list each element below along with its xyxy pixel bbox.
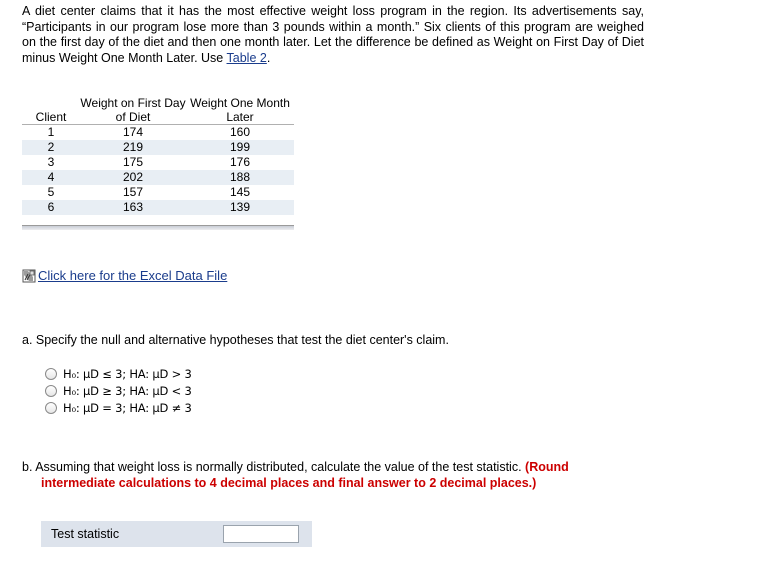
weight-first-day-cell: 202: [80, 170, 186, 185]
table-row: [22, 140, 294, 155]
hypothesis-option-3-label: H₀: μD = 3; HA: μD ≠ 3: [63, 400, 192, 415]
radio-button-3[interactable]: [45, 402, 57, 414]
question-b-text: b. Assuming that weight loss is normally distributed, calculate the value of the test statistic.: [22, 460, 522, 474]
rounding-note-rest: intermediate calculations to 4 decimal places and final answer to 2 decimal places.): [41, 475, 537, 490]
radio-button-1[interactable]: [45, 368, 57, 380]
table-header-row: [22, 95, 294, 125]
hypothesis-option-1-label: H₀: μD ≤ 3; HA: μD > 3: [63, 366, 192, 381]
header-client: Client: [35, 110, 67, 124]
weight-month-later-cell: 139: [186, 200, 294, 215]
weight-table-container: [22, 95, 294, 230]
client-cell: 4: [22, 170, 80, 185]
weight-first-day-cell: 157: [80, 185, 186, 200]
hypothesis-options: [45, 365, 192, 416]
weight-month-later-cell: 176: [186, 155, 294, 170]
question-b-prompt: [22, 460, 662, 491]
weight-month-later-cell: 199: [186, 140, 294, 155]
hypothesis-option-2-label: H₀: μD ≥ 3; HA: μD < 3: [63, 383, 192, 398]
client-cell: 5: [22, 185, 80, 200]
header-weight-month-later: Weight One Month Later: [190, 96, 290, 124]
test-statistic-row: [41, 521, 312, 547]
weight-month-later-cell: 188: [186, 170, 294, 185]
client-cell: 1: [22, 125, 80, 141]
hypothesis-option-1[interactable]: [45, 365, 192, 382]
weight-first-day-cell: 163: [80, 200, 186, 215]
table-row: [22, 125, 294, 141]
problem-statement: [22, 4, 644, 66]
excel-link-label[interactable]: Click here for the Excel Data File: [38, 268, 228, 283]
problem-text: A diet center claims that it has the most effective weight loss program in the region. Its advertisements say, “Participants in our program lose more than 3 pounds within a month.” Six clients of this program are weighed on the first day of the diet and then one month later. Let the difference be defined as Weight on First Day of Diet minus Weight One Month Later. Use: [22, 4, 644, 65]
table-row: [22, 155, 294, 170]
table-2-link[interactable]: Table 2: [226, 50, 267, 65]
header-weight-first-day: Weight on First Day of Diet: [80, 96, 186, 124]
hypothesis-option-2[interactable]: [45, 382, 192, 399]
client-cell: 3: [22, 155, 80, 170]
weight-first-day-cell: 174: [80, 125, 186, 141]
weight-month-later-cell: 160: [186, 125, 294, 141]
table-row: [22, 185, 294, 200]
weight-first-day-cell: 175: [80, 155, 186, 170]
client-cell: 2: [22, 140, 80, 155]
question-a-prompt: a. Specify the null and alternative hypotheses that test the diet center's claim.: [22, 333, 449, 347]
client-cell: 6: [22, 200, 80, 215]
spreadsheet-icon: [22, 269, 36, 283]
weight-first-day-cell: 219: [80, 140, 186, 155]
table-footer-bar: [22, 225, 294, 230]
table-row: [22, 170, 294, 185]
problem-text-end: .: [266, 50, 271, 65]
weight-month-later-cell: 145: [186, 185, 294, 200]
table-row: [22, 200, 294, 215]
radio-button-2[interactable]: [45, 385, 57, 397]
hypothesis-option-3[interactable]: [45, 399, 192, 416]
rounding-note-start: (Round: [525, 460, 569, 474]
excel-data-link[interactable]: [22, 268, 227, 283]
test-statistic-label: Test statistic: [51, 527, 120, 541]
test-statistic-input[interactable]: [223, 525, 299, 543]
weight-table: [22, 95, 294, 215]
